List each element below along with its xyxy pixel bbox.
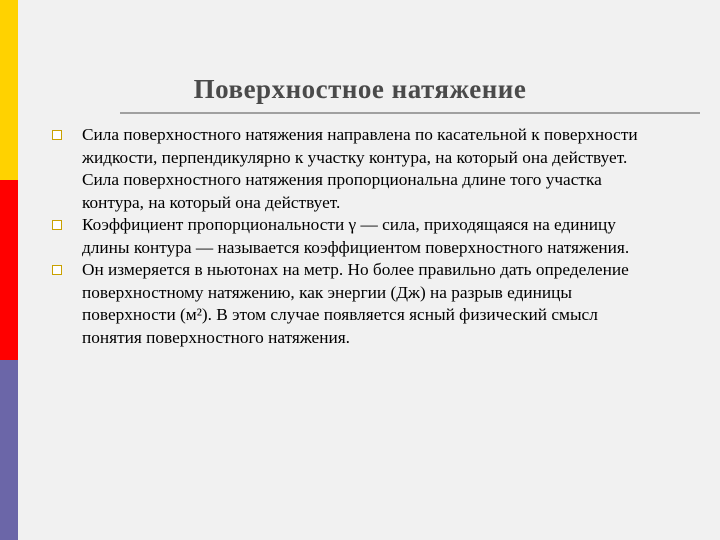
- bullet-text: Сила поверхностного натяжения направлена по касательной к поверхности жидкости, перпендикулярно к участку контура, на который она действует. Сила поверхностного натяжения пропорциональна длине того участка контура, на который она действует.: [82, 125, 638, 212]
- bullet-text: Коэффициент пропорциональности γ — сила, приходящаяся на единицу длины контура — называется коэффициентом поверхностного натяжения.: [82, 215, 630, 257]
- accent-stripe-purple: [0, 360, 18, 540]
- square-bullet-icon: [52, 265, 62, 275]
- title-divider: [120, 112, 700, 114]
- bullet-item: [52, 259, 652, 349]
- bullet-text: Он измеряется в ньютонах на метр. Но более правильно дать определение поверхностному натяжению, как энергии (Дж) на разрыв единицы поверхности (м²). В этом случае появляется ясный физический смысл понятия поверхностного натяжения.: [82, 260, 629, 347]
- bullet-list: [52, 124, 652, 349]
- square-bullet-icon: [52, 220, 62, 230]
- bullet-item: [52, 124, 652, 214]
- accent-stripe-red: [0, 180, 18, 360]
- square-bullet-icon: [52, 130, 62, 140]
- accent-stripe-yellow: [0, 0, 18, 180]
- slide-title: Поверхностное натяжение: [193, 74, 527, 104]
- bullet-item: [52, 214, 652, 259]
